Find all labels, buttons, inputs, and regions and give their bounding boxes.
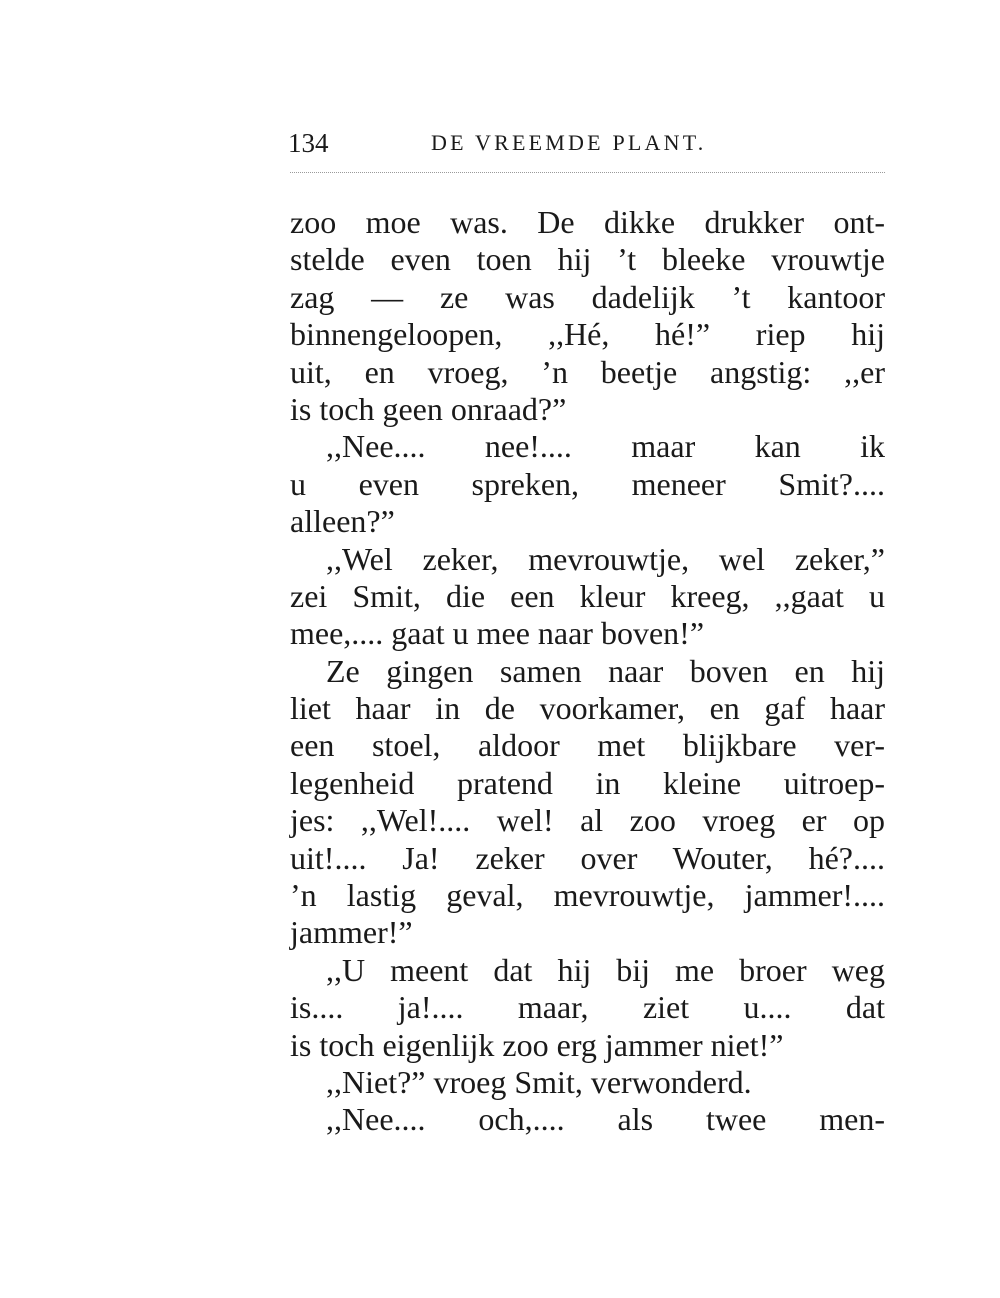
- text-line: ’n lastig geval, mevrouwtje, jammer!....: [290, 877, 885, 914]
- text-line: uit!.... Ja! zeker over Wouter, hé?....: [290, 839, 885, 876]
- text-line: legenheid pratend in kleine uitroep-: [290, 764, 885, 801]
- text-line: zei Smit, die een kleur kreeg, ,,gaat u: [290, 577, 885, 614]
- text-line: is.... ja!.... maar, ziet u.... dat: [290, 989, 885, 1026]
- text-line: ,,U meent dat hij bij me broer weg: [326, 951, 885, 988]
- page-number: 134: [288, 128, 329, 158]
- text-line: is toch geen onraad?”: [290, 390, 567, 427]
- text-line: stelde even toen hij ’t bleeke vrouwtje: [290, 241, 885, 278]
- text-line: is toch eigenlijk zoo erg jammer niet!”: [290, 1026, 784, 1063]
- text-line: zoo moe was. De dikke drukker ont-: [290, 204, 885, 240]
- text-line: een stoel, aldoor met blijkbare ver-: [290, 727, 885, 764]
- running-head: [288, 128, 888, 164]
- header-divider: [290, 172, 885, 173]
- text-line: ,,Niet?” vroeg Smit, verwonderd.: [326, 1063, 752, 1100]
- text-line: zag — ze was dadelijk ’t kantoor: [290, 278, 885, 315]
- text-line: uit, en vroeg, ’n beetje angstig: ,,er: [290, 353, 885, 390]
- text-line: mee,.... gaat u mee naar boven!”: [290, 615, 705, 652]
- text-line: ,,Nee.... och,.... als twee men-: [326, 1101, 885, 1138]
- running-title: DE VREEMDE PLANT.: [431, 130, 707, 155]
- text-line: ,,Nee.... nee!.... maar kan ik: [326, 428, 885, 465]
- text-line: jes: ,,Wel!.... wel! al zoo vroeg er op: [290, 802, 885, 839]
- text-line: jammer!”: [290, 914, 413, 951]
- text-line: binnengeloopen, ,,Hé, hé!” riep hij: [290, 316, 885, 353]
- text-line: u even spreken, meneer Smit?....: [290, 465, 885, 502]
- text-line: liet haar in de voorkamer, en gaf haar: [290, 690, 885, 727]
- text-line: Ze gingen samen naar boven en hij: [326, 652, 885, 689]
- body-text: [290, 204, 885, 1139]
- text-line: ,,Wel zeker, mevrouwtje, wel zeker,”: [326, 540, 885, 577]
- text-line: alleen?”: [290, 503, 395, 540]
